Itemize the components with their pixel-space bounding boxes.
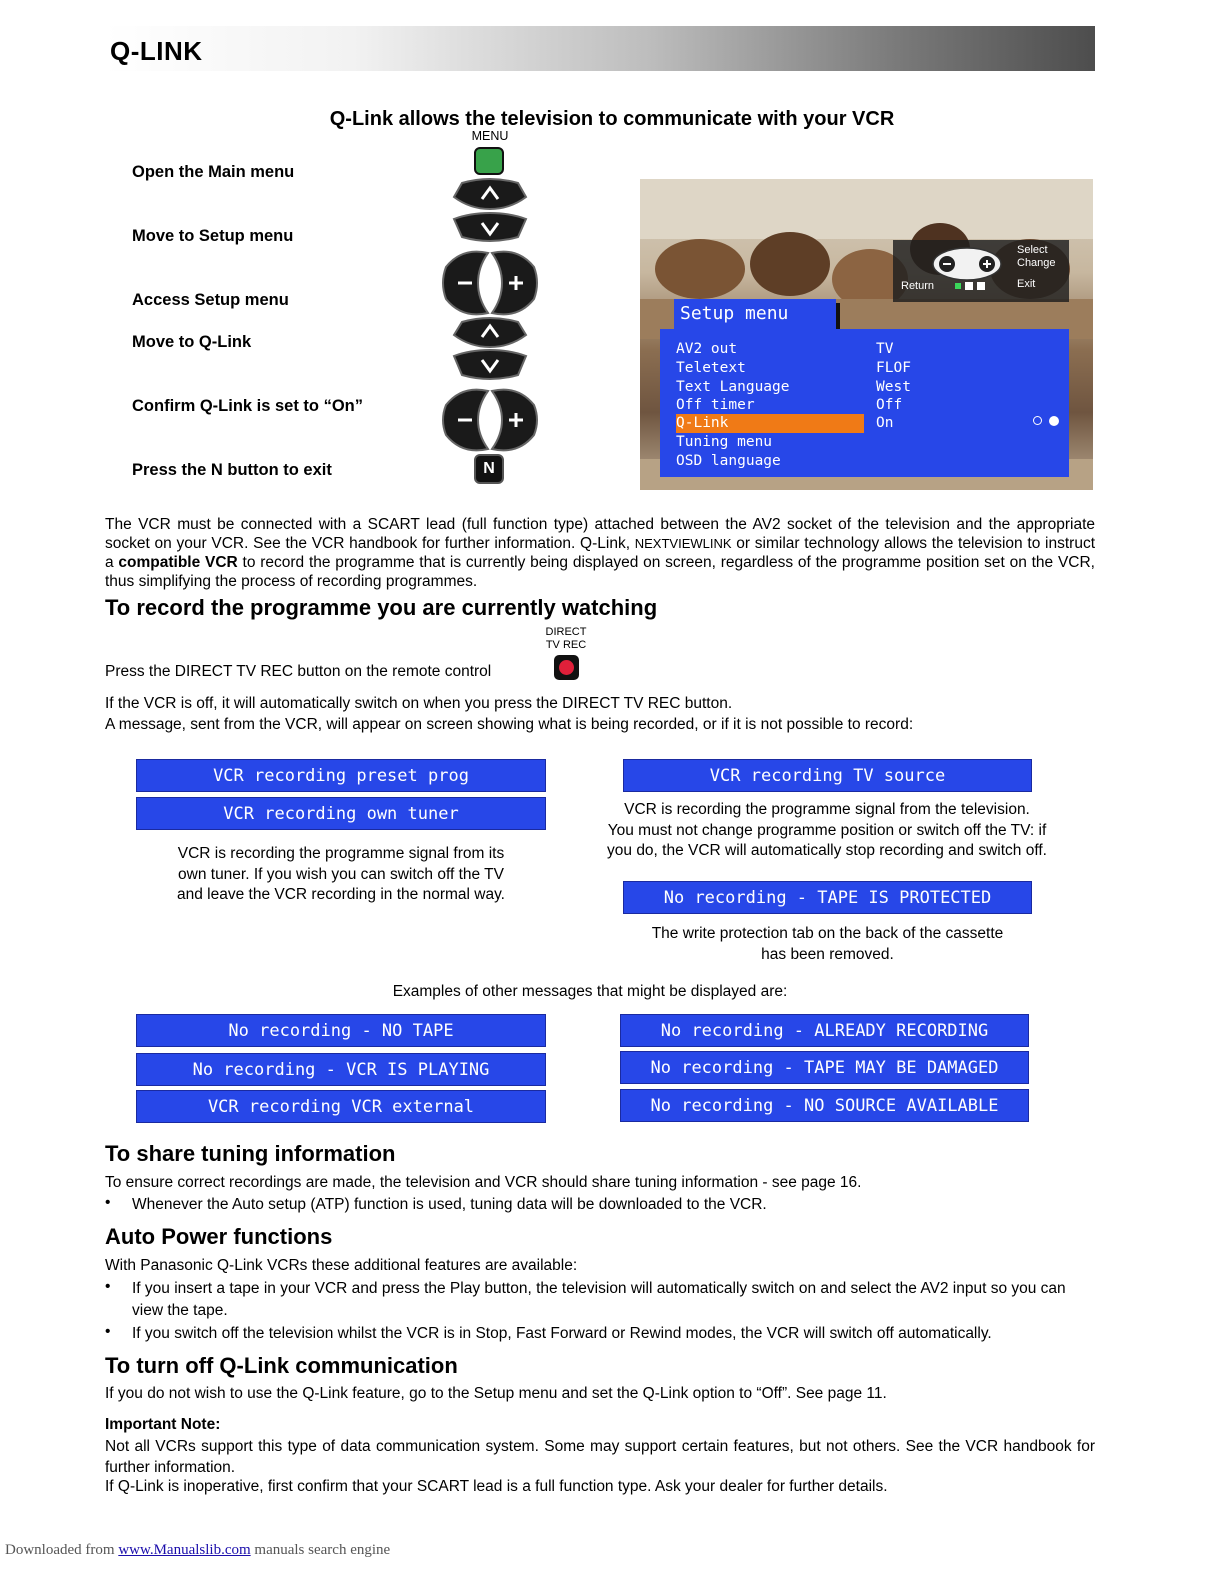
- osd-setup-title: Setup menu: [674, 299, 836, 331]
- tv-source-desc-line: VCR is recording the programme signal from the television.: [624, 801, 1030, 818]
- msg-already-recording: No recording - ALREADY RECORDING: [620, 1014, 1029, 1047]
- minus-button-2[interactable]: [443, 390, 488, 451]
- desc-part3: to record the programme that is currently being displayed on screen, regardless of the programme position set on the VCR, thus simplifying the process of recording programmes.: [105, 554, 1095, 590]
- step-move-qlink: Move to Q-Link: [132, 333, 252, 351]
- protected-desc-line: has been removed.: [761, 945, 894, 963]
- important-note-2: If Q-Link is inoperative, first confirm that your SCART lead is a full function type. Ask your dealer for further details.: [105, 1478, 888, 1495]
- tv-source-desc-line: you do, the VCR will automatically stop recording and switch off.: [607, 842, 1047, 859]
- nextview-link-text: NEXTVIEWLINK: [634, 536, 732, 551]
- msg-no-source: No recording - NO SOURCE AVAILABLE: [620, 1089, 1029, 1122]
- direct-tv-rec-label: [538, 626, 594, 652]
- description-paragraph: [105, 515, 1095, 591]
- turn-off-heading: To turn off Q-Link communication: [105, 1353, 458, 1378]
- osd-value-qlink: On: [876, 415, 894, 431]
- green-key-icon: [955, 283, 961, 289]
- own-tuner-desc-line: and leave the VCR recording in the normal way.: [177, 886, 505, 903]
- turn-off-text: If you do not wish to use the Q-Link feature, go to the Setup menu and set the Q-Link option to “Off”. See page 11.: [105, 1385, 887, 1402]
- up-arrow-button[interactable]: [454, 179, 526, 209]
- share-text: To ensure correct recordings are made, the television and VCR should share tuning information - see page 16.: [105, 1174, 862, 1191]
- auto-power-heading: Auto Power functions: [105, 1224, 333, 1249]
- page-title: Q-LINK: [110, 36, 203, 66]
- bullet-icon: •: [105, 1194, 111, 1211]
- record-heading: To record the programme you are currently watching: [105, 595, 658, 620]
- down-arrow-button[interactable]: [454, 213, 526, 241]
- down-arrow-button-2[interactable]: [454, 350, 526, 379]
- footer-suffix: manuals search engine: [250, 1542, 391, 1558]
- protected-desc-line: The write protection tab on the back of the cassette: [651, 925, 1004, 942]
- record-dot-icon: [559, 660, 574, 675]
- press-direct-text: Press the DIRECT TV REC button on the remote control: [105, 663, 492, 680]
- direct-label-line1: DIRECT: [545, 626, 587, 638]
- up-arrow-button-2[interactable]: [454, 318, 526, 347]
- footer-prefix: Downloaded from: [5, 1542, 119, 1558]
- desc-part2: or similar technology allows the television to instruct a: [105, 535, 1096, 571]
- msg-tape-protected: No recording - TAPE IS PROTECTED: [623, 881, 1032, 914]
- bullet-icon: •: [105, 1278, 111, 1295]
- plus-button-2[interactable]: [492, 390, 537, 451]
- step-confirm-qlink: Confirm Q-Link is set to “On”: [132, 397, 364, 415]
- osd-value-teletext: FLOF: [876, 360, 911, 376]
- share-bullet: Whenever the Auto setup (ATP) function is used, tuning data will be downloaded to the VCR.: [132, 1196, 767, 1213]
- osd-item-tuning-menu[interactable]: Tuning menu: [676, 434, 773, 450]
- option-off-icon: [1033, 416, 1042, 425]
- help-change: Change: [1017, 257, 1056, 269]
- desc-part1: The VCR must be connected with a SCART lead (full function type) attached between the AV2 socket of the television and the appropriate socket on your VCR. See the VCR handbook for further information. Q-Link,: [105, 516, 1095, 552]
- osd-value-text-language: West: [876, 379, 911, 395]
- auto-power-bullet-1: If you insert a tape in your VCR and press the Play button, the television will automatically switch on and select the AV2 input so you can view the tape.: [132, 1280, 1066, 1319]
- msg-own-tuner: VCR recording own tuner: [136, 797, 546, 830]
- help-overlay: [893, 240, 1069, 302]
- osd-value-av2-out: TV: [876, 341, 894, 357]
- desc-compatible-vcr: compatible VCR: [118, 554, 238, 571]
- step-open-main-menu: Open the Main menu: [132, 163, 295, 181]
- remote-buttons: [440, 175, 540, 455]
- help-select: Select: [1017, 244, 1048, 256]
- auto-power-text: With Panasonic Q-Link VCRs these additional features are available:: [105, 1257, 578, 1274]
- vcr-off-text: If the VCR is off, it will automatically switch on when you press the DIRECT TV REC button.: [105, 695, 733, 712]
- tv-source-desc-line: You must not change programme position or switch off the TV: if: [607, 821, 1047, 839]
- header-bar: [105, 26, 1095, 71]
- minus-button[interactable]: [443, 252, 488, 315]
- tape-protected-description: [623, 924, 1032, 965]
- osd-item-av2-out[interactable]: AV2 out: [676, 341, 738, 357]
- footer: [5, 1542, 390, 1559]
- step-access-setup: Access Setup menu: [132, 291, 289, 309]
- menu-button[interactable]: [474, 147, 504, 175]
- msg-tape-damaged: No recording - TAPE MAY BE DAMAGED: [620, 1051, 1029, 1084]
- osd-item-osd-language[interactable]: OSD language: [676, 453, 781, 469]
- osd-value-off-timer: Off: [876, 397, 903, 413]
- message-text: A message, sent from the VCR, will appear on screen showing what is being recorded, or if it is not possible to record:: [105, 716, 914, 733]
- tv-source-description: [582, 800, 1072, 862]
- step-move-setup: Move to Setup menu: [132, 227, 294, 245]
- msg-preset-prog: VCR recording preset prog: [136, 759, 546, 792]
- nav-pad-icon: [931, 246, 1003, 282]
- n-button[interactable]: N: [474, 454, 504, 484]
- bullet-icon: •: [105, 1323, 111, 1340]
- plus-button[interactable]: [492, 252, 537, 315]
- intro-heading: Q-Link allows the television to communicate with your VCR: [329, 108, 895, 130]
- white-key-icon: [977, 282, 985, 290]
- osd-item-teletext[interactable]: Teletext: [676, 360, 746, 376]
- msg-tv-source: VCR recording TV source: [623, 759, 1032, 792]
- own-tuner-desc-line: VCR is recording the programme signal from its: [177, 845, 505, 862]
- own-tuner-description: [136, 844, 546, 906]
- important-note-title: Important Note:: [105, 1416, 221, 1433]
- help-exit: Exit: [1017, 278, 1036, 290]
- help-return: Return: [901, 280, 935, 292]
- important-note-1: Not all VCRs support this type of data communication system. Some may support certain features, but not others. See the VCR handbook for further information.: [105, 1438, 1095, 1476]
- msg-no-tape: No recording - NO TAPE: [136, 1014, 546, 1047]
- white-key-icon: [965, 282, 973, 290]
- menu-button-label: MENU: [471, 129, 509, 143]
- direct-label-line2: TV REC: [545, 639, 587, 651]
- msg-vcr-external: VCR recording VCR external: [136, 1090, 546, 1123]
- osd-item-qlink[interactable]: Q-Link: [676, 415, 729, 431]
- share-heading: To share tuning information: [105, 1141, 396, 1166]
- step-exit: Press the N button to exit: [132, 461, 332, 479]
- manualslib-link[interactable]: www.Manualslib.com: [118, 1542, 251, 1558]
- examples-caption: Examples of other messages that might be displayed are:: [392, 983, 788, 1000]
- msg-vcr-playing: No recording - VCR IS PLAYING: [136, 1053, 546, 1086]
- osd-item-text-language[interactable]: Text Language: [676, 379, 790, 395]
- own-tuner-desc-line: own tuner. If you wish you can switch off the TV: [178, 865, 504, 883]
- option-on-icon: [1049, 416, 1059, 426]
- auto-power-bullet-2: If you switch off the television whilst the VCR is in Stop, Fast Forward or Rewind modes, the VCR will switch off automatically.: [132, 1325, 992, 1342]
- osd-item-off-timer[interactable]: Off timer: [676, 397, 755, 413]
